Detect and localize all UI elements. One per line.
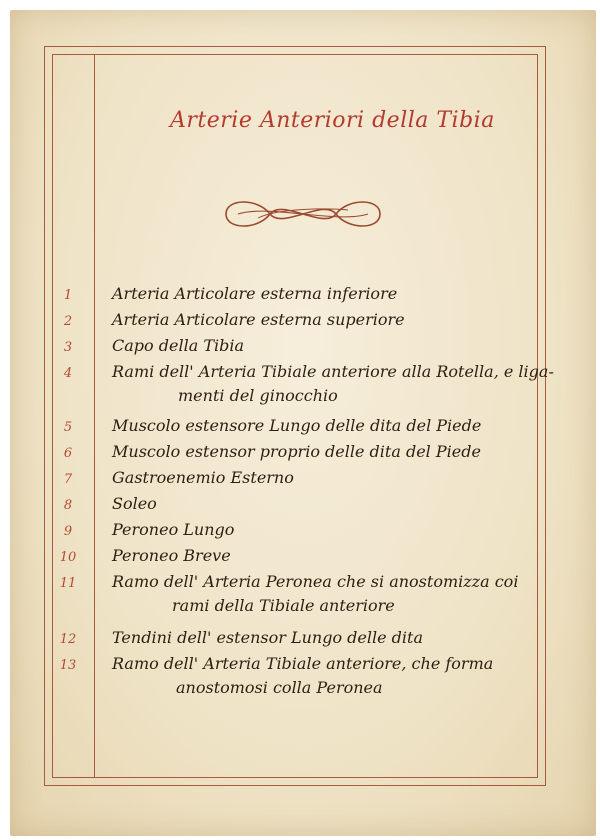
entry-number: 12: [59, 632, 77, 647]
entry-text-continuation: anostomosi colla Peronea: [176, 678, 383, 697]
entry-text: Peroneo Lungo: [112, 520, 235, 539]
entry-number: 4: [63, 366, 73, 381]
entry-number: 3: [63, 340, 73, 355]
entry-number: 13: [59, 658, 77, 673]
entry-text: Muscolo estensore Lungo delle dita del Piede: [112, 416, 482, 435]
legend-entry: [0, 442, 560, 466]
legend-entry: [0, 494, 560, 518]
legend-entry: [0, 416, 560, 440]
legend-entry: [0, 654, 560, 697]
entry-text: Gastroenemio Esterno: [112, 468, 294, 487]
legend-entry: [0, 520, 560, 544]
entry-number: 8: [63, 498, 73, 513]
entry-text-continuation: menti del ginocchio: [178, 386, 338, 405]
legend-entry: [0, 284, 560, 308]
entry-number: 10: [59, 550, 77, 565]
entry-text: Rami dell' Arteria Tibiale anteriore alla Rotella, e liga-: [112, 362, 554, 381]
legend-entry: [0, 468, 560, 492]
entry-number: 9: [63, 524, 73, 539]
entry-text: Ramo dell' Arteria Peronea che si anostomizza coi: [112, 572, 519, 591]
entry-number: 2: [63, 314, 73, 329]
entry-number: 7: [63, 472, 73, 487]
legend-entry: [0, 628, 560, 652]
legend-entry: [0, 362, 560, 405]
page-title: Arterie Anteriori della Tibia: [170, 108, 495, 133]
entry-number: 6: [63, 446, 73, 461]
entry-text-continuation: rami della Tibiale anteriore: [172, 596, 395, 615]
legend-entry: [0, 336, 560, 360]
entry-number: 5: [63, 420, 73, 435]
entry-text: Capo della Tibia: [112, 336, 244, 355]
entry-number: 1: [63, 288, 73, 303]
entry-text: Peroneo Breve: [112, 546, 231, 565]
entry-text: Muscolo estensor proprio delle dita del Piede: [112, 442, 481, 461]
entry-number: 11: [59, 576, 77, 591]
legend-entry: [0, 310, 560, 334]
calligraphic-flourish-ornament: [218, 188, 388, 240]
entry-text: Tendini dell' estensor Lungo delle dita: [112, 628, 423, 647]
entry-text: Arteria Articolare esterna inferiore: [112, 284, 398, 303]
legend-entry: [0, 546, 560, 570]
entry-text: Arteria Articolare esterna superiore: [112, 310, 405, 329]
entry-text: Soleo: [112, 494, 157, 513]
entry-text: Ramo dell' Arteria Tibiale anteriore, che forma: [112, 654, 494, 673]
legend-entry: [0, 572, 560, 615]
